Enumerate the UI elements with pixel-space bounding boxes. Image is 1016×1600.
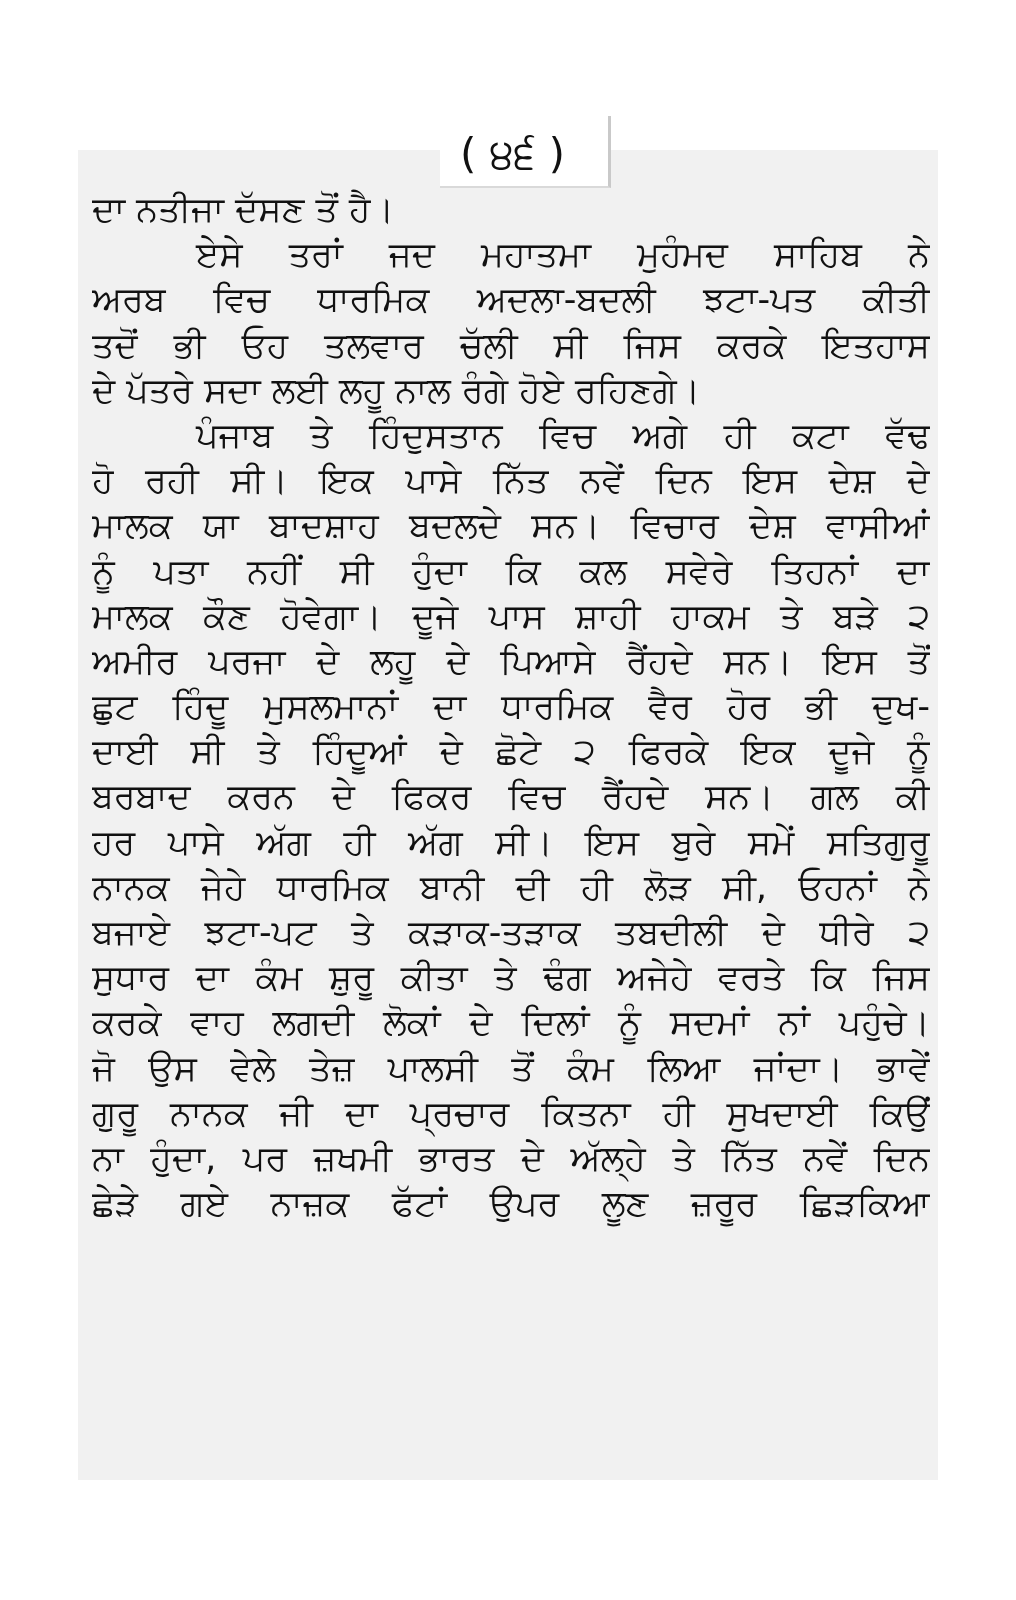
page-number: ( ੪੬ ) [459,129,566,178]
text-line: ਬਰਬਾਦ ਕਰਨ ਦੇ ਫਿਕਰ ਵਿਚ ਰੈਂਹਦੇ ਸਨ। ਗਲ ਕੀ [92,777,930,818]
text-line: ਗੁਰੂ ਨਾਨਕ ਜੀ ਦਾ ਪ੍ਰਚਾਰ ਕਿਤਨਾ ਹੀ ਸੁਖਦਾਈ ਕਿਉਂ [92,1093,930,1134]
text-line: ਮਾਲਕ ਕੌਣ ਹੋਵੇਗਾ। ਦੂਜੇ ਪਾਸ ਸ਼ਾਹੀ ਹਾਕਮ ਤੇ ਬੜੇ ੨ [92,596,930,637]
text-line: ਸੁਧਾਰ ਦਾ ਕੰਮ ਸ਼ੁਰੂ ਕੀਤਾ ਤੇ ਢੰਗ ਅਜੇਹੇ ਵਰਤੇ ਕਿ ਜਿਸ [92,958,930,999]
text-line: ਕਰਕੇ ਵਾਹ ਲਗਦੀ ਲੋਕਾਂ ਦੇ ਦਿਲਾਂ ਨੂੰ ਸਦਮਾਂ ਨਾਂ ਪਹੁੰਚੇ। [92,1003,930,1044]
text-line: ਏਸੇ ਤਰਾਂ ਜਦ ਮਹਾਤਮਾ ਮੁਹੰਮਦ ਸਾਹਿਬ ਨੇ [196,235,930,276]
text-line: ਨਾਨਕ ਜੇਹੇ ਧਾਰਮਿਕ ਬਾਨੀ ਦੀ ਹੀ ਲੋੜ ਸੀ, ਓਹਨਾਂ ਨੇ [92,867,930,908]
text-line: ਅਰਬ ਵਿਚ ਧਾਰਮਿਕ ਅਦਲਾ-ਬਦਲੀ ਝਟਾ-ਪਤ ਕੀਤੀ [92,280,930,321]
text-line: ਹੋ ਰਹੀ ਸੀ। ਇਕ ਪਾਸੇ ਨਿੱਤ ਨਵੇਂ ਦਿਨ ਇਸ ਦੇਸ਼ ਦੇ [92,461,930,502]
body-text [92,188,930,1227]
text-line: ਦੇ ਪੱਤਰੇ ਸਦਾ ਲਈ ਲਹੂ ਨਾਲ ਰੰਗੇ ਹੋਏ ਰਹਿਣਗੇ। [92,370,701,411]
text-line: ਛੇੜੇ ਗਏ ਨਾਜ਼ਕ ਫੱਟਾਂ ਉਪਰ ਲੂਣ ਜ਼ਰੂਰ ਛਿੜਕਿਆ [92,1184,930,1225]
text-line: ਬਜਾਏ ਝਟਾ-ਪਟ ਤੇ ਕੜਾਕ-ਤੜਾਕ ਤਬਦੀਲੀ ਦੇ ਧੀਰੇ ੨ [92,913,930,953]
text-line: ਤਦੋਂ ਭੀ ਓਹ ਤਲਵਾਰ ਚੱਲੀ ਸੀ ਜਿਸ ਕਰਕੇ ਇਤਹਾਸ [92,325,930,366]
text-line: ਪੰਜਾਬ ਤੇ ਹਿੰਦੁਸਤਾਨ ਵਿਚ ਅਗੇ ਹੀ ਕਟਾ ਵੱਢ [196,415,930,456]
text-line: ਨਾ ਹੁੰਦਾ, ਪਰ ਜ਼ਖਮੀ ਭਾਰਤ ਦੇ ਅੱਲ੍ਹੇ ਤੇ ਨਿੱਤ ਨਵੇਂ ਦਿਨ [92,1138,930,1179]
text-line: ਜੋ ਉਸ ਵੇਲੇ ਤੇਜ਼ ਪਾਲਸੀ ਤੋਂ ਕੰਮ ਲਿਆ ਜਾਂਦਾ। ਭਾਵੇਂ [92,1048,930,1089]
text-line: ਨੂੰ ਪਤਾ ਨਹੀਂ ਸੀ ਹੁੰਦਾ ਕਿ ਕਲ ਸਵੇਰੇ ਤਿਹਨਾਂ ਦਾ [92,551,930,592]
text-line: ਛੁਟ ਹਿੰਦੂ ਮੁਸਲਮਾਨਾਂ ਦਾ ਧਾਰਮਿਕ ਵੈਰ ਹੋਰ ਭੀ ਦੁਖ- [92,687,930,728]
text-line: ਅਮੀਰ ਪਰਜਾ ਦੇ ਲਹੂ ਦੇ ਪਿਆਸੇ ਰੈਂਹਦੇ ਸਨ। ਇਸ ਤੋਂ [92,641,930,682]
text-line: ਦਾ ਨਤੀਜਾ ਦੱਸਣ ਤੋਂ ਹੈ। [92,190,395,230]
text-line: ਮਾਲਕ ਯਾ ਬਾਦਸ਼ਾਹ ਬਦਲਦੇ ਸਨ। ਵਿਚਾਰ ਦੇਸ਼ ਵਾਸੀਆਂ [92,506,930,547]
text-line: ਦਾਈ ਸੀ ਤੇ ਹਿੰਦੂਆਂ ਦੇ ਛੋਟੇ ੨ ਫਿਰਕੇ ਇਕ ਦੂਜੇ ਨੂੰ [92,732,930,773]
text-line: ਹਰ ਪਾਸੇ ਅੱਗ ਹੀ ਅੱਗ ਸੀ। ਇਸ ਬੁਰੇ ਸਮੇਂ ਸਤਿਗੁਰੂ [92,822,930,863]
